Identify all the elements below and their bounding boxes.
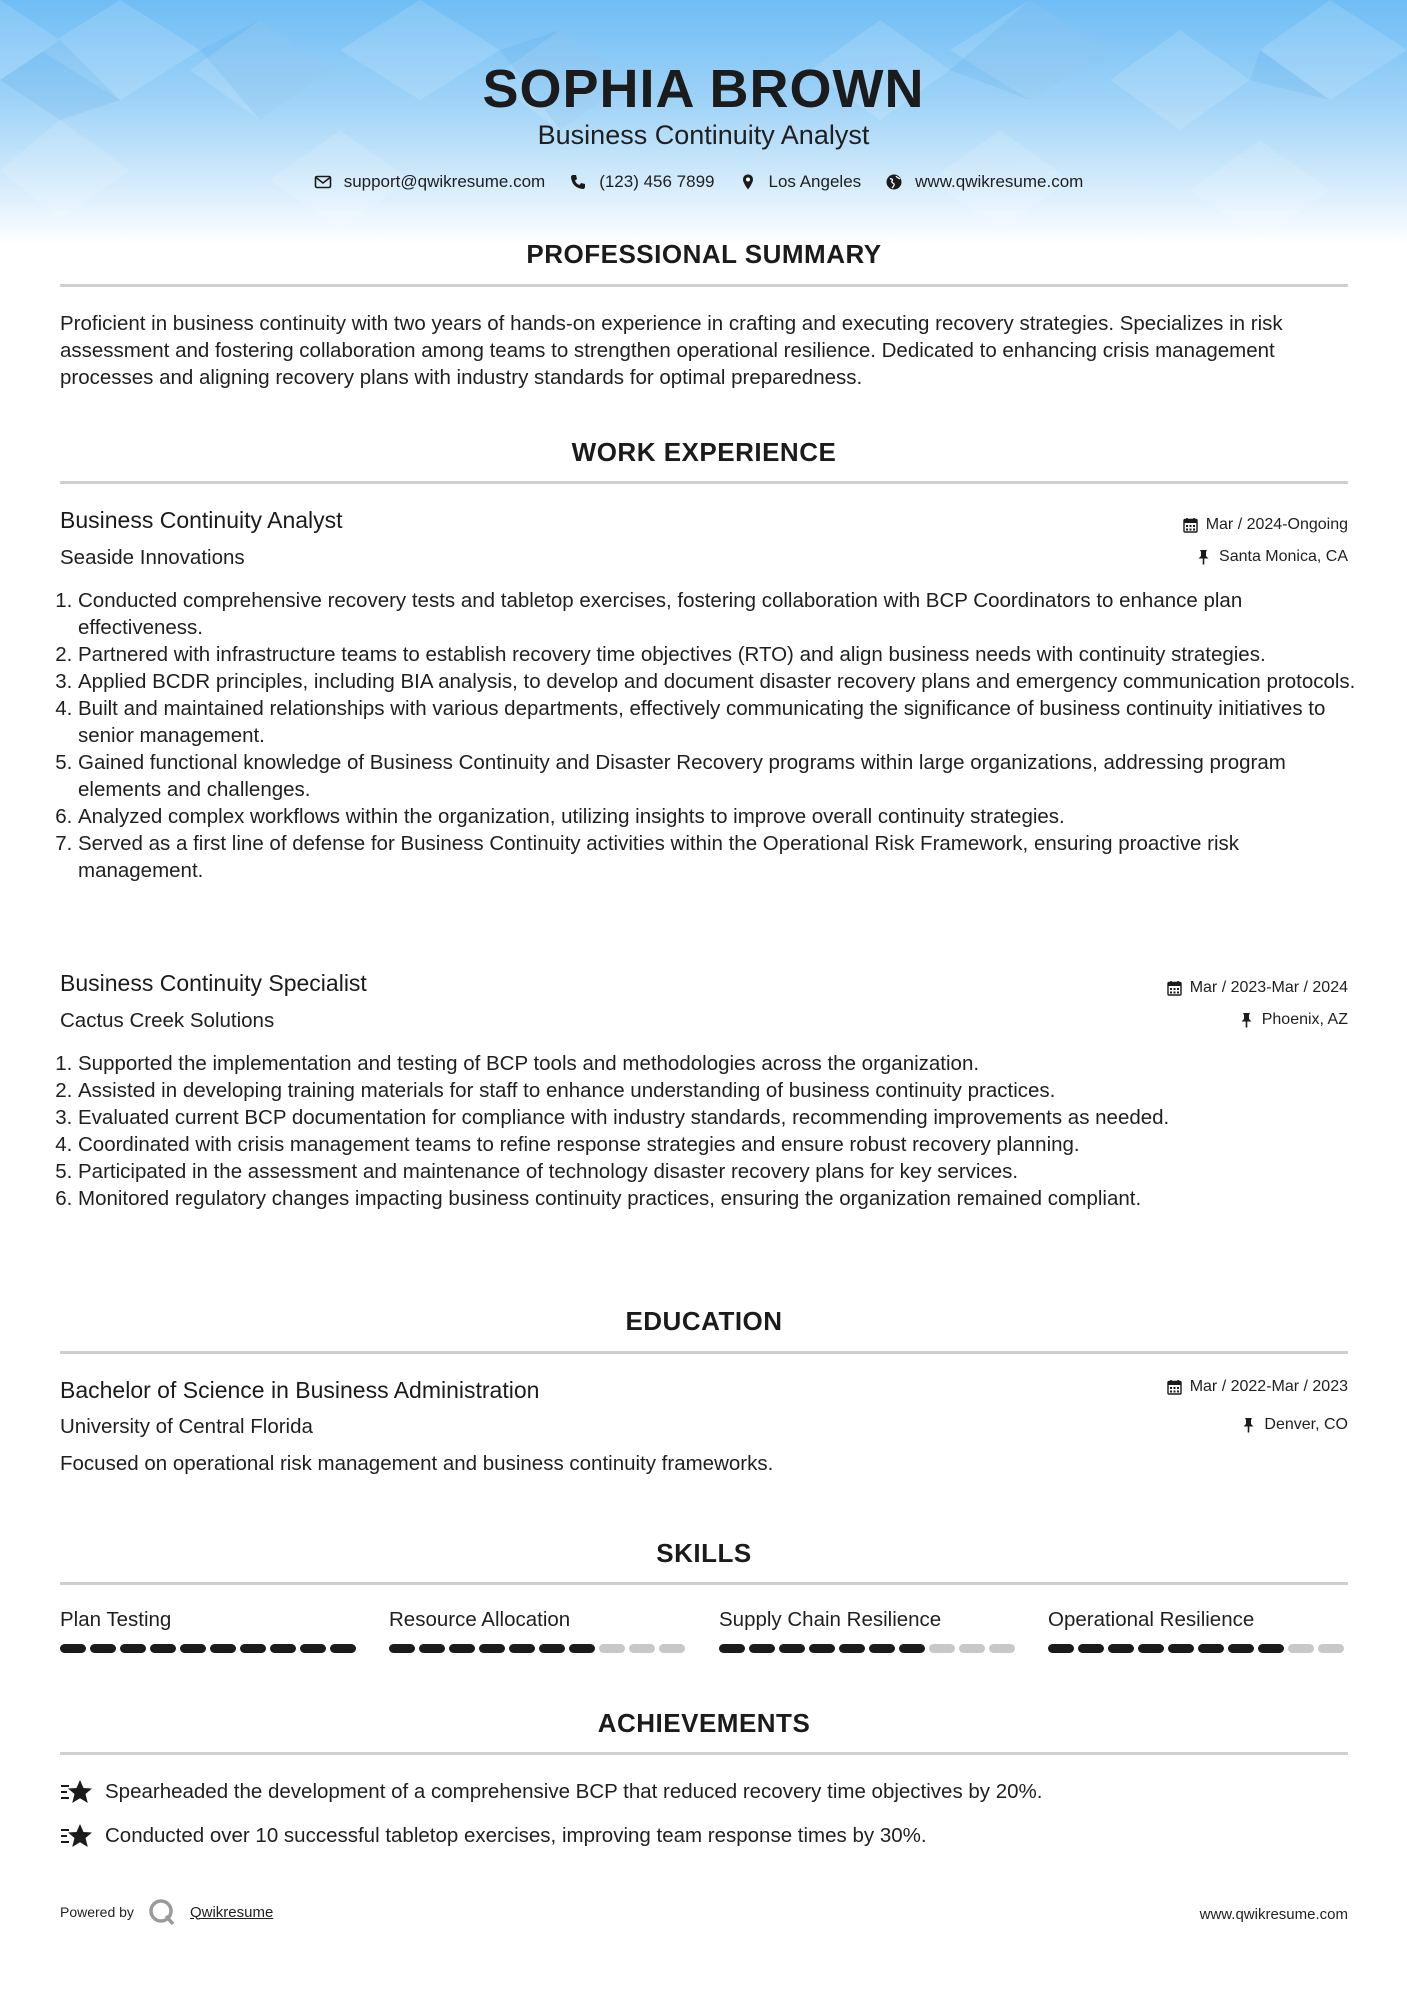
list-item: 3. Evaluated current BCP documentation for compliance with industry standards, recommending improvements as needed. bbox=[78, 1104, 1368, 1131]
school-name: University of Central Florida bbox=[60, 1415, 313, 1438]
education-description: Focused on operational risk management and business continuity frameworks. bbox=[60, 1452, 774, 1475]
skill-resource-allocation bbox=[389, 1608, 689, 1653]
contact-phone[interactable] bbox=[569, 172, 714, 192]
skill-rating-dot bbox=[180, 1644, 206, 1653]
skill-plan-testing bbox=[60, 1608, 360, 1653]
skill-rating-dot bbox=[1228, 1644, 1254, 1653]
skill-rating-dot bbox=[1108, 1644, 1134, 1653]
map-pin-icon bbox=[739, 173, 757, 191]
achievement-item bbox=[60, 1778, 1042, 1806]
pushpin-icon bbox=[1196, 549, 1211, 565]
website-text: www.qwikresume.com bbox=[915, 172, 1084, 191]
skill-rating-dot bbox=[899, 1644, 925, 1653]
skill-rating-dot bbox=[240, 1644, 266, 1653]
skill-rating-dot bbox=[569, 1644, 595, 1653]
skills-heading: SKILLS bbox=[656, 1538, 752, 1568]
list-item: 1. Supported the implementation and testing of BCP tools and methodologies across the organization. bbox=[78, 1050, 1368, 1077]
skill-rating-dot bbox=[989, 1644, 1015, 1653]
pushpin-icon bbox=[1239, 1012, 1254, 1028]
job-location bbox=[1196, 548, 1348, 566]
skill-rating-dot bbox=[719, 1644, 745, 1653]
skill-label: Resource Allocation bbox=[389, 1608, 571, 1631]
location-text: Los Angeles bbox=[768, 172, 862, 191]
list-item: 5. Gained functional knowledge of Business Continuity and Disaster Recovery programs within large organizations, addressing program elements and challenges. bbox=[78, 749, 1368, 803]
skill-supply-chain-resilience bbox=[719, 1608, 1019, 1653]
globe-icon bbox=[885, 173, 903, 191]
summary-divider bbox=[60, 284, 1348, 287]
contact-bar bbox=[0, 172, 1407, 192]
achievement-item bbox=[60, 1822, 927, 1850]
education-dates-text: Mar / 2022-Mar / 2023 bbox=[1189, 1378, 1348, 1395]
skill-rating-dot bbox=[659, 1644, 685, 1653]
achievement-text: Spearheaded the development of a comprehensive BCP that reduced recovery time objectives by 20%. bbox=[105, 1780, 1043, 1803]
education-heading: EDUCATION bbox=[625, 1306, 783, 1336]
job-company: Cactus Creek Solutions bbox=[60, 1009, 275, 1032]
job-dates bbox=[1167, 979, 1348, 997]
job-title: Business Continuity Analyst bbox=[60, 507, 343, 533]
powered-by-label: Powered by bbox=[60, 1904, 134, 1920]
skill-rating-dot bbox=[1078, 1644, 1104, 1653]
list-item: 6. Monitored regulatory changes impacting business continuity practices, ensuring the organization remained compliant. bbox=[78, 1185, 1368, 1212]
list-item: 4. Coordinated with crisis management teams to refine response strategies and ensure robust recovery planning. bbox=[78, 1131, 1368, 1158]
candidate-title: Business Continuity Analyst bbox=[537, 120, 870, 150]
star-award-icon bbox=[60, 1778, 93, 1806]
skill-rating-dot bbox=[1288, 1644, 1314, 1653]
skill-rating-dot bbox=[629, 1644, 655, 1653]
skill-label: Plan Testing bbox=[60, 1608, 172, 1631]
skill-rating-dot bbox=[90, 1644, 116, 1653]
skill-rating-dot bbox=[749, 1644, 775, 1653]
skill-rating-dot bbox=[270, 1644, 296, 1653]
footer-website[interactable]: www.qwikresume.com bbox=[1199, 1906, 1348, 1923]
job-location-text: Phoenix, AZ bbox=[1261, 1011, 1348, 1028]
summary-heading: PROFESSIONAL SUMMARY bbox=[526, 239, 882, 269]
list-item: 1. Conducted comprehensive recovery tests and tabletop exercises, fostering collaboration with BCP Coordinators to enhance plan effectiveness. bbox=[78, 587, 1368, 641]
job-title: Business Continuity Specialist bbox=[60, 970, 367, 996]
skill-rating-dot bbox=[539, 1644, 565, 1653]
education-dates bbox=[1167, 1378, 1348, 1396]
skill-rating-dot bbox=[1318, 1644, 1344, 1653]
skill-rating-dot bbox=[300, 1644, 326, 1653]
skill-rating-dot bbox=[60, 1644, 86, 1653]
list-item: 6. Analyzed complex workflows within the organization, utilizing insights to improve overall continuity strategies. bbox=[78, 803, 1368, 830]
list-item: 4. Built and maintained relationships with various departments, effectively communicating the significance of business continuity initiatives to senior management. bbox=[78, 695, 1368, 749]
phone-text: (123) 456 7899 bbox=[599, 172, 715, 191]
skill-rating-dot bbox=[509, 1644, 535, 1653]
job-company: Seaside Innovations bbox=[60, 546, 245, 569]
job-dates-text: Mar / 2023-Mar / 2024 bbox=[1189, 979, 1348, 996]
skill-rating-dot bbox=[419, 1644, 445, 1653]
skill-rating-dot bbox=[1198, 1644, 1224, 1653]
skill-rating-dot bbox=[779, 1644, 805, 1653]
contact-location bbox=[739, 172, 862, 192]
list-item: 5. Participated in the assessment and maintenance of technology disaster recovery plans for key services. bbox=[78, 1158, 1368, 1185]
skill-label: Supply Chain Resilience bbox=[719, 1608, 942, 1631]
skill-rating-dot bbox=[330, 1644, 356, 1653]
job-bullets bbox=[60, 1050, 1368, 1212]
envelope-icon bbox=[314, 173, 332, 191]
email-text: support@qwikresume.com bbox=[343, 172, 546, 191]
skill-rating bbox=[719, 1644, 1019, 1653]
skill-operational-resilience bbox=[1048, 1608, 1348, 1653]
skill-rating-dot bbox=[959, 1644, 985, 1653]
skill-rating-dot bbox=[929, 1644, 955, 1653]
contact-email[interactable] bbox=[314, 172, 546, 192]
pushpin-icon bbox=[1241, 1417, 1256, 1433]
degree-title: Bachelor of Science in Business Administration bbox=[60, 1377, 540, 1403]
education-location-text: Denver, CO bbox=[1264, 1416, 1348, 1433]
list-item: 2. Partnered with infrastructure teams to establish recovery time objectives (RTO) and align business needs with continuity strategies. bbox=[78, 641, 1368, 668]
skill-rating-dot bbox=[389, 1644, 415, 1653]
skill-rating-dot bbox=[120, 1644, 146, 1653]
skill-rating-dot bbox=[1168, 1644, 1194, 1653]
job-dates bbox=[1183, 516, 1348, 534]
skill-rating-dot bbox=[150, 1644, 176, 1653]
education-location bbox=[1241, 1416, 1348, 1434]
star-award-icon bbox=[60, 1822, 93, 1850]
skill-rating-dot bbox=[210, 1644, 236, 1653]
skill-rating-dot bbox=[869, 1644, 895, 1653]
job-location-text: Santa Monica, CA bbox=[1219, 548, 1348, 565]
experience-divider bbox=[60, 481, 1348, 484]
footer-powered-by bbox=[60, 1898, 273, 1926]
experience-heading: WORK EXPERIENCE bbox=[571, 437, 837, 467]
list-item: 7. Served as a first line of defense for Business Continuity activities within the Operational Risk Framework, ensuring proactive risk management. bbox=[78, 830, 1368, 884]
job-bullets bbox=[60, 587, 1368, 884]
education-divider bbox=[60, 1351, 1348, 1354]
calendar-icon bbox=[1167, 1379, 1182, 1395]
skill-rating-dot bbox=[1138, 1644, 1164, 1653]
skill-rating-dot bbox=[839, 1644, 865, 1653]
skill-rating-dot bbox=[1258, 1644, 1284, 1653]
skill-label: Operational Resilience bbox=[1048, 1608, 1255, 1631]
phone-icon bbox=[569, 173, 587, 191]
job-dates-text: Mar / 2024-Ongoing bbox=[1205, 516, 1348, 533]
achievements-divider bbox=[60, 1752, 1348, 1755]
contact-website[interactable] bbox=[885, 172, 1083, 192]
skill-rating-dot bbox=[479, 1644, 505, 1653]
summary-text: Proficient in business continuity with two years of hands-on experience in crafting and executing recovery strategies. Specializes in risk assessment and fostering collaboration among teams to strengthen operational resilience. Dedicated to enhancing crisis management processes and aligning recovery plans with industry standards for optimal preparedness. bbox=[60, 312, 1283, 389]
skill-rating-dot bbox=[599, 1644, 625, 1653]
achievements-heading: ACHIEVEMENTS bbox=[597, 1708, 811, 1738]
achievement-text: Conducted over 10 successful tabletop exercises, improving team response times by 30%. bbox=[105, 1824, 927, 1847]
skill-rating-dot bbox=[449, 1644, 475, 1653]
job-location bbox=[1239, 1011, 1348, 1029]
skill-rating bbox=[1048, 1644, 1348, 1653]
brand-link[interactable]: Qwikresume bbox=[189, 1903, 274, 1921]
list-item: 2. Assisted in developing training materials for staff to enhance understanding of business continuity practices. bbox=[78, 1077, 1368, 1104]
skill-rating-dot bbox=[1048, 1644, 1074, 1653]
calendar-icon bbox=[1183, 517, 1198, 533]
skill-rating-dot bbox=[809, 1644, 835, 1653]
calendar-icon bbox=[1167, 980, 1182, 996]
qwikresume-logo-icon bbox=[148, 1898, 176, 1926]
skill-rating bbox=[60, 1644, 360, 1653]
skills-divider bbox=[60, 1582, 1348, 1585]
skill-rating bbox=[389, 1644, 689, 1653]
list-item: 3. Applied BCDR principles, including BIA analysis, to develop and document disaster recovery plans and emergency communication protocols. bbox=[78, 668, 1368, 695]
candidate-name: SOPHIA BROWN bbox=[482, 59, 925, 119]
